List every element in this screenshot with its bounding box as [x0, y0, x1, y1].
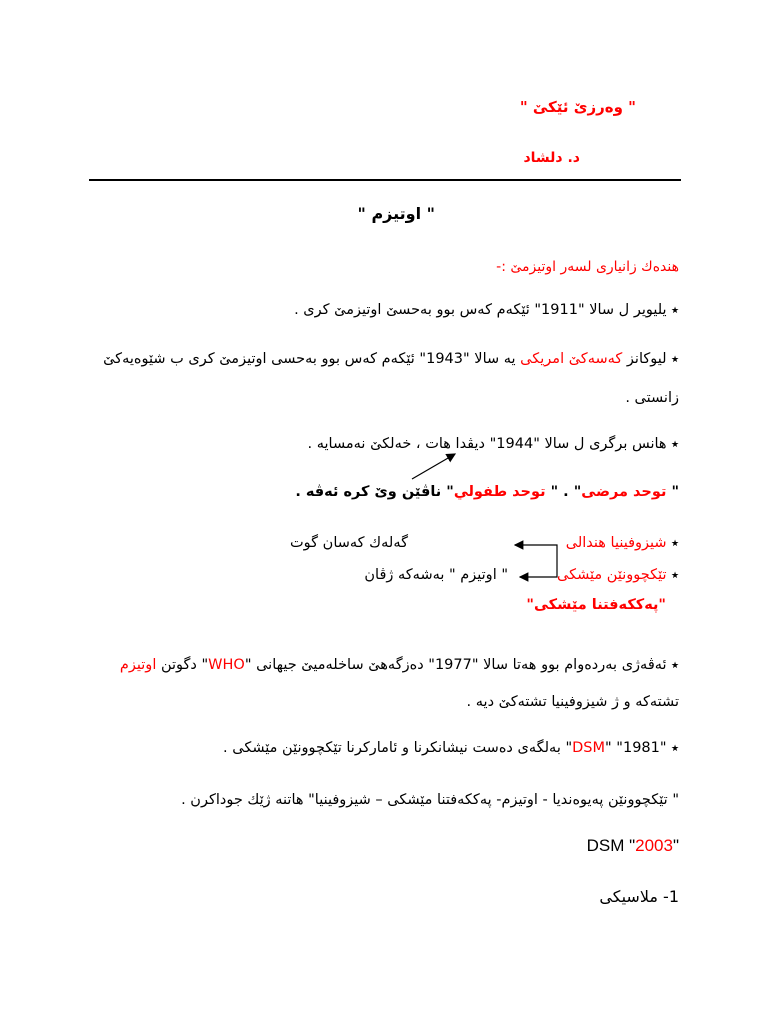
paragraph-1943-highlight: كەسەكێ امریكی: [520, 351, 623, 367]
paragraph-1977-continuation: تشتەكە و ژ شیزوفینیا تشتەكێ دیە .: [466, 694, 679, 710]
paragraph-1977: [120, 657, 679, 673]
document-title: [520, 98, 636, 116]
item-brain-disorders-text: تێكچوونێن مێشكی: [557, 567, 667, 583]
star-bullet: ⭑: [666, 567, 679, 583]
paragraph-1944: ⭑ هانس برگری ل سالا "1944" دیڤدا هات ، خەلكێ نەمسایە .: [307, 436, 679, 452]
item-brain-disability: "پەككەفتنا مێشكی": [526, 597, 666, 613]
paragraph-names: [295, 484, 679, 500]
dsm-quote-end: ": [672, 836, 679, 855]
paragraph-1911: ⭑ یلیویر ل سالا "1911" ئێكەم كەس بوو بەحسێ اوتیزمێ كرى .: [294, 302, 679, 318]
names-quote: ": [666, 484, 679, 500]
author-name-text: د. دلشاد: [523, 150, 580, 166]
item-schizophrenia-text: شیزوفینیا هندالی: [565, 535, 667, 551]
dsm-year: 2003: [635, 836, 673, 855]
paragraph-1977-autism: اوتیزم: [119, 657, 157, 673]
note-many-said: گەلەك كەسان گوت: [290, 535, 408, 551]
paragraph-1943-prefix: ⭑ لیوكانز: [622, 351, 679, 367]
names-suffix: " ناڤێن وێ كرە ئەڤە .: [295, 484, 454, 500]
star-bullet: ⭑: [666, 535, 679, 551]
paragraph-1943: [103, 351, 679, 367]
names-separator: " . ": [545, 484, 582, 500]
horizontal-rule: [89, 179, 681, 181]
dsm-label: DSM ": [586, 836, 636, 855]
item-schizophrenia: [566, 535, 679, 551]
paragraph-1981: [223, 740, 679, 756]
paragraph-1981-text: " بەلگەی دەست نیشانكرنا و ئامارکرنا تێكچوونێن مێشكی .: [223, 740, 573, 756]
paragraph-1943-continuation: زانستی .: [625, 390, 679, 406]
paragraph-1977-mid: " دگوتن: [156, 657, 209, 673]
name-childhood-autism: توحد طفولي: [453, 484, 546, 500]
name-autism-disease: توحد مرضی: [581, 484, 667, 500]
arrow-1944-icon: [412, 454, 455, 479]
bracket-arrow-icon: [520, 545, 557, 577]
paragraph-1981-prefix: ⭑ "1981" ": [605, 740, 679, 756]
paragraph-1943-text: یە سالا "1943" ئێكەم كەس بوو بەحسی اوتیزمێ كری ب شێوەیەكێ: [103, 351, 521, 367]
section-heading: هندەك زانیاری لسەر اوتیزمێ :-: [496, 259, 679, 275]
author-name: [523, 150, 580, 166]
dsm-acronym: DSM: [572, 740, 606, 756]
paragraph-1977-text: ⭑ ئەڤەژی بەردەوام بوو هەتا سالا "1977" دەزگەهێ ساخلەمیێ جیهانی ": [244, 657, 679, 673]
paragraph-separation: " تێكچوونێن پەیوەندیا - اوتیزم- پەككەفتنا مێشكی – شیزوفینیا" هاتنە ژێك جوداكرن .: [181, 792, 679, 808]
item-brain-disorders: [557, 567, 679, 583]
document-title-text: " وەرزێ ئێكێ ": [519, 98, 636, 116]
list-item-1: 1- ملاسیکی: [599, 887, 679, 906]
dsm-2003-line: [587, 836, 679, 856]
who-acronym: WHO: [208, 657, 245, 673]
note-autism-part: " اوتیزم " بەشەكە ژڤان: [364, 567, 508, 583]
main-title: " اوتیزم ": [357, 204, 435, 223]
